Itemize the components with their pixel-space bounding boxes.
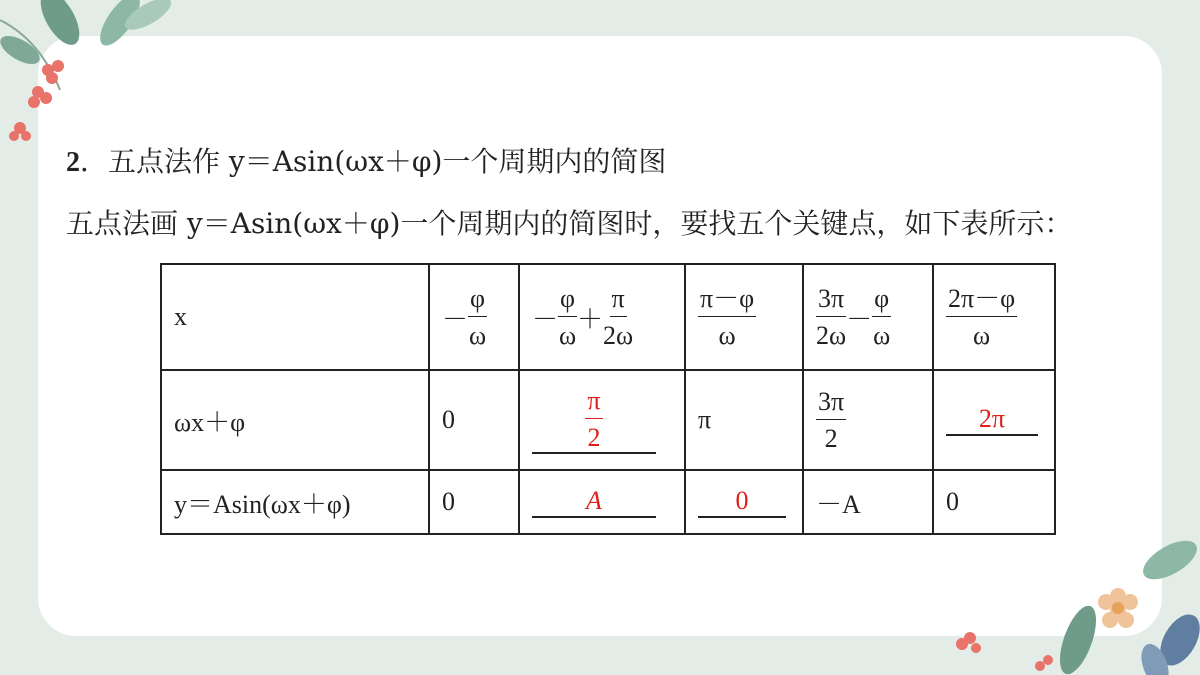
phase-cell-4: [803, 370, 933, 470]
x-cell-4-num-b: φ: [872, 284, 891, 317]
phase-cell-1: 0: [429, 370, 519, 470]
y-cell-1: 0: [429, 470, 519, 534]
section-dot: ．: [80, 145, 109, 178]
x-cell-2: [519, 264, 685, 370]
x-cell-2-op: ＋: [577, 304, 604, 334]
x-cell-4-op: －: [846, 304, 873, 334]
intro-text: 五点法画 y＝Asin(ωx＋φ)一个周期内的简图时，要找五个关键点，如下表所示：: [66, 207, 1073, 240]
x-cell-1: [429, 264, 519, 370]
phase-cell-3: π: [685, 370, 803, 470]
five-point-table: [160, 263, 1056, 535]
phase-cell-2-num: π: [585, 386, 602, 419]
row-label-x: x: [161, 264, 429, 370]
x-cell-4: [803, 264, 933, 370]
section-number: 2: [66, 147, 80, 178]
x-cell-1-fraction: [468, 284, 487, 351]
phase-cell-5: [933, 370, 1055, 470]
phase-cell-4-num: 3π: [816, 387, 846, 420]
phase-cell-4-fraction: [816, 387, 846, 454]
x-cell-4-num-a: 3π: [816, 284, 846, 317]
phase-cell-2-blank: [532, 386, 656, 455]
x-cell-1-sign: －: [442, 304, 469, 334]
x-cell-2-num-a: φ: [558, 284, 577, 317]
y-cell-2: [519, 470, 685, 534]
x-cell-2-den-b: 2ω: [603, 320, 634, 350]
x-cell-5: [933, 264, 1055, 370]
phase-cell-5-answer: 2π: [946, 404, 1038, 436]
x-cell-1-den: ω: [468, 320, 487, 350]
x-cell-3-den: ω: [718, 320, 736, 350]
floral-decoration-top-left-icon: [0, 0, 200, 160]
phase-cell-4-den: 2: [824, 423, 838, 453]
floral-decoration-bottom-right-icon: [930, 540, 1200, 675]
x-cell-4-fraction-b: [872, 284, 891, 351]
phase-cell-2: [519, 370, 685, 470]
x-cell-3: [685, 264, 803, 370]
x-cell-1-num: φ: [468, 284, 487, 317]
y-cell-2-answer: A: [532, 486, 656, 518]
table-row-y: [161, 470, 1055, 534]
y-cell-5: 0: [933, 470, 1055, 534]
x-cell-2-den-a: ω: [558, 320, 577, 350]
x-cell-5-num: 2π－φ: [946, 284, 1017, 317]
x-cell-2-fraction-a: [558, 284, 577, 351]
row-label-phase: ωx＋φ: [161, 370, 429, 470]
table-row-x: [161, 264, 1055, 370]
x-cell-2-sign: －: [532, 304, 559, 334]
y-cell-4: －A: [803, 470, 933, 534]
x-cell-4-fraction-a: [816, 284, 846, 351]
x-cell-5-fraction: [946, 284, 1017, 351]
y-cell-3-answer: 0: [698, 486, 786, 518]
section-title: 五点法作 y＝Asin(ωx＋φ)一个周期内的简图: [108, 145, 667, 178]
section-heading: [66, 140, 666, 180]
phase-cell-2-answer: [585, 386, 602, 453]
x-cell-4-den-a: 2ω: [816, 320, 847, 350]
x-cell-3-num: π－φ: [698, 284, 756, 317]
x-cell-2-fraction-b: [603, 284, 633, 351]
x-cell-5-den: ω: [973, 320, 991, 350]
x-cell-3-fraction: [698, 284, 756, 351]
row-label-y: y＝Asin(ωx＋φ): [161, 470, 429, 534]
table-row-phase: [161, 370, 1055, 470]
x-cell-4-den-b: ω: [873, 320, 891, 350]
y-cell-3: [685, 470, 803, 534]
x-cell-2-num-b: π: [610, 284, 627, 317]
phase-cell-2-den: 2: [587, 422, 601, 452]
